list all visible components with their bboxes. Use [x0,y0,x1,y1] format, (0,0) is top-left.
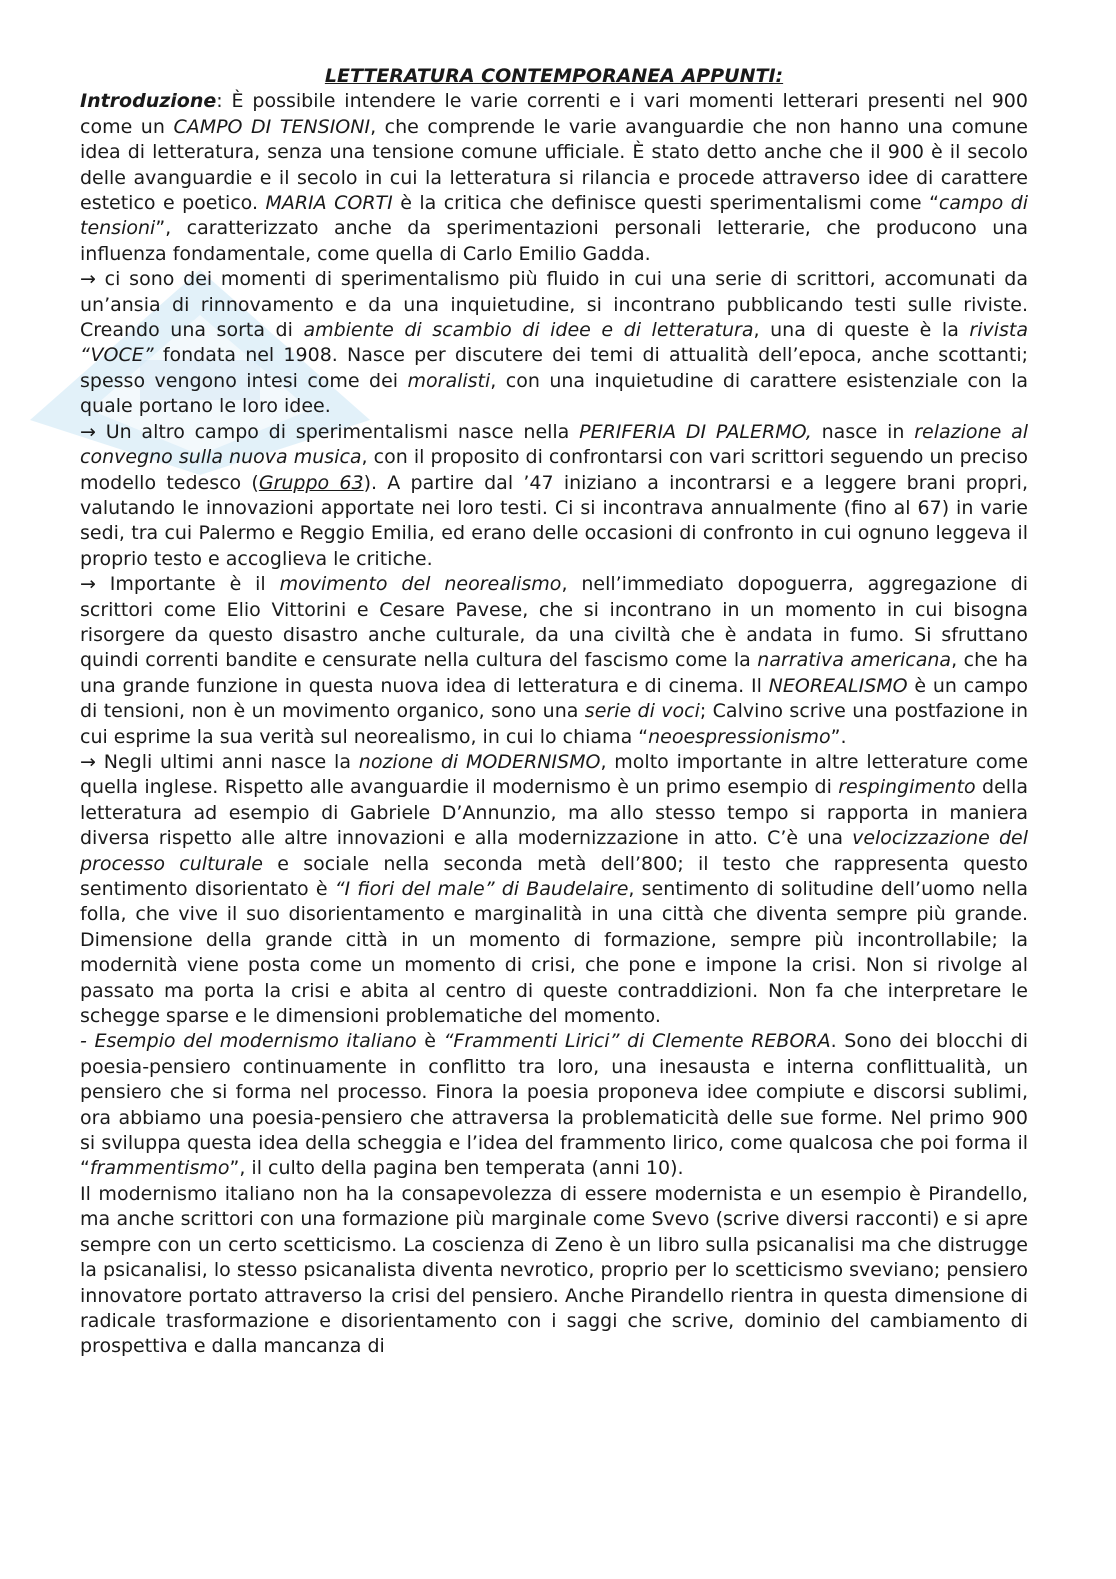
paragraph-voce [80,267,1028,419]
emphasis: velocizzazione del processo culturale [80,827,1029,875]
text-span: ”, il culto della pagina ben temperata (anni 10). [229,1157,684,1180]
emphasis: movimento del neorealismo [279,573,562,596]
paragraph-pirandello-svevo [80,1182,1028,1360]
emphasis: ambiente di scambio di idee e di letteratura [303,319,754,342]
text-span: → Un altro campo di sperimentalismi nasce nella [80,420,580,443]
text-span: , con una inquietudine di carattere esistenziale con la quale portano le loro idee. [80,369,1029,418]
emphasis: rivista “VOCE” [80,319,1029,367]
paragraph-modernismo [80,750,1028,1029]
document-title: LETTERATURA CONTEMPORANEA APPUNTI: [324,65,784,87]
text-span: è un campo di tensioni, non è un movimento organico, sono una [80,674,1028,723]
text-span: nasce in [811,420,915,443]
emphasis: neoespressionismo [648,725,831,748]
text-span: , una di queste è la [753,319,970,342]
text-span: della letteratura ad esempio di Gabriele D’Annunzio, ma allo stesso tempo si rapporta in maniera diversa rispetto alle altre innovazioni e alla modernizzazione in atto. C’è una [80,776,1028,850]
text-span: : È possibile intendere le varie correnti e i vari momenti letterari presenti nel 900 come un [80,90,1028,138]
text-span: ; Calvino scrive una postfazione in cui esprime la sua verità sul neorealismo, in cui lo chiama “ [80,700,1028,748]
emphasis: “Frammenti Lirici” di Clemente REBORA [443,1030,831,1053]
text-span: , molto importante in altre letterature come quella inglese. Rispetto alle avanguardie il modernismo è un primo esempio di [80,750,1029,799]
emphasis: NEOREALISMO [768,674,908,697]
text-span: e sociale nella seconda metà dell’800; il testo che rappresenta questo sentimento disorientato è [80,852,1028,900]
emphasis: narrativa americana [757,649,952,672]
text-span: , che comprende le varie avanguardie che non hanno una comune idea di letteratura, senza una tensione comune ufficiale. È stato detto anche che il 900 è il secolo delle avanguardie e il secolo in cui la letteratura si rilancia e procede attraverso idee di carattere estetico e poetico. [80,115,1028,215]
paragraph-intro [80,89,1028,267]
text-span: è la critica che definisce questi sperimentalismi come “ [392,192,939,215]
emphasis: nozione di MODERNISMO [358,750,601,773]
emphasis: PERIFERIA DI PALERMO, [579,420,812,443]
paragraph-neorealismo [80,572,1028,750]
paragraph-rebora [80,1029,1028,1181]
text-span: → Negli ultimi anni nasce la [80,750,359,773]
text-span: ”. [830,725,847,748]
emphasis: relazione al convegno sulla nuova musica [80,420,1028,469]
text-span: è [416,1030,444,1053]
emphasis: CAMPO DI TENSIONI [173,115,371,138]
text-span: , sentimento di solitudine dell’uomo nella folla, che vive il suo disorientamento e marginalità in una città che diventa sempre più grande. Dimensione della grande città in un momento di formazione, sempre più incontrollabile; la modernità viene posta come un momento di crisi, che pone e impone la crisi. Non si rivolge al passato ma porta la crisi e abita al centro di queste contraddizioni. Non fa che interpretare le schegge sparse e le dimensioni problematiche del momento. [80,878,1028,1028]
text-span: ”, caratterizzato anche da sperimentazioni personali letterarie, che producono una influenza fondamentale, come quella di Carlo Emilio Gadda. [80,217,1028,265]
gruppo-63-link: Gruppo 63 [258,471,364,494]
emphasis: moralisti [407,369,491,392]
text-span: , che ha una grande funzione in questa nuova idea di letteratura e di cinema. Il [80,649,1029,697]
emphasis [259,472,364,494]
emphasis: campo di tensioni [80,192,1028,240]
text-span: Il modernismo italiano non ha la consapevolezza di essere modernista e un esempio è Pirandello, ma anche scrittori con una formazione più marginale come Svevo (scrive diversi racconti) e si apre sempre con un certo scetticismo. La coscienza di Zeno è un libro sulla psicanalisi ma che distrugge la psicanalisi, lo stesso psicanalista diventa nevrotico, proprio per lo scetticismo sveviano; pensiero innovatore portato attraverso la crisi del pensiero. Anche Pirandello rientra in questa dimensione di radicale trasformazione e disorientamento con i saggi che scrive, dominio del cambiamento di prospettiva e dalla mancanza di [80,1182,1028,1358]
emphasis: MARIA CORTI [265,192,393,215]
text-span: fondata nel 1908. Nasce per discutere dei temi di attualità dell’epoca, anche scottanti; spesso vengono intesi come dei [80,344,1028,392]
text-span: ). A partire dal ’47 iniziano a incontrarsi e a leggere brani propri, valutando le innovazioni apportate nei loro testi. Ci si incontrava annualmente (fino al 67) in varie sedi, tra cui Palermo e Reggio Emilia, ed erano delle occasioni di confronto in cui ognuno leggeva il proprio testo e accoglieva le critiche. [80,471,1028,570]
text-span: . Sono dei blocchi di poesia-pensiero continuamente in conflitto tra loro, una inesausta e interna conflittualità, un pensiero che si forma nel processo. Finora la poesia proponeva idee compiute e discorsi sublimi, ora abbiamo una poesia-pensiero che attraversa la problematicità delle sue forme. Nel primo 900 si sviluppa questa idea della scheggia e l’idea del frammento lirico, come qualcosa che poi forma il “ [80,1030,1028,1180]
intro-label: Introduzione [80,90,217,113]
emphasis: “I fiori del male” di Baudelaire [334,878,629,900]
text-span: , nell’immediato dopoguerra, aggregazione di scrittori come Elio Vittorini e Cesare Pavese, che si incontrano in un momento in cui bisogna risorgere da questo disastro anche culturale, da una civiltà che è andata in fumo. Si sfruttano quindi correnti bandite e censurate nella cultura del fascismo come la [80,573,1029,672]
text-span: → ci sono dei momenti di sperimentalismo più fluido in cui una serie di scrittori, accomunati da un’ansia di rinnovamento e da una inquietudine, si incontrano pubblicando testi sulle riviste. Creando una sorta di [80,268,1028,342]
text-span: → Importante è il [80,573,280,596]
emphasis: frammentismo [89,1157,230,1180]
document-page [80,64,1028,1360]
emphasis: respingimento [838,776,976,799]
emphasis: serie di voci [584,700,700,723]
text-span: , con il proposito di confrontarsi con vari scrittori seguendo un preciso modello tedesco ( [80,446,1028,494]
paragraph-palermo [80,420,1028,572]
emphasis: - Esempio del modernismo italiano [80,1030,417,1053]
